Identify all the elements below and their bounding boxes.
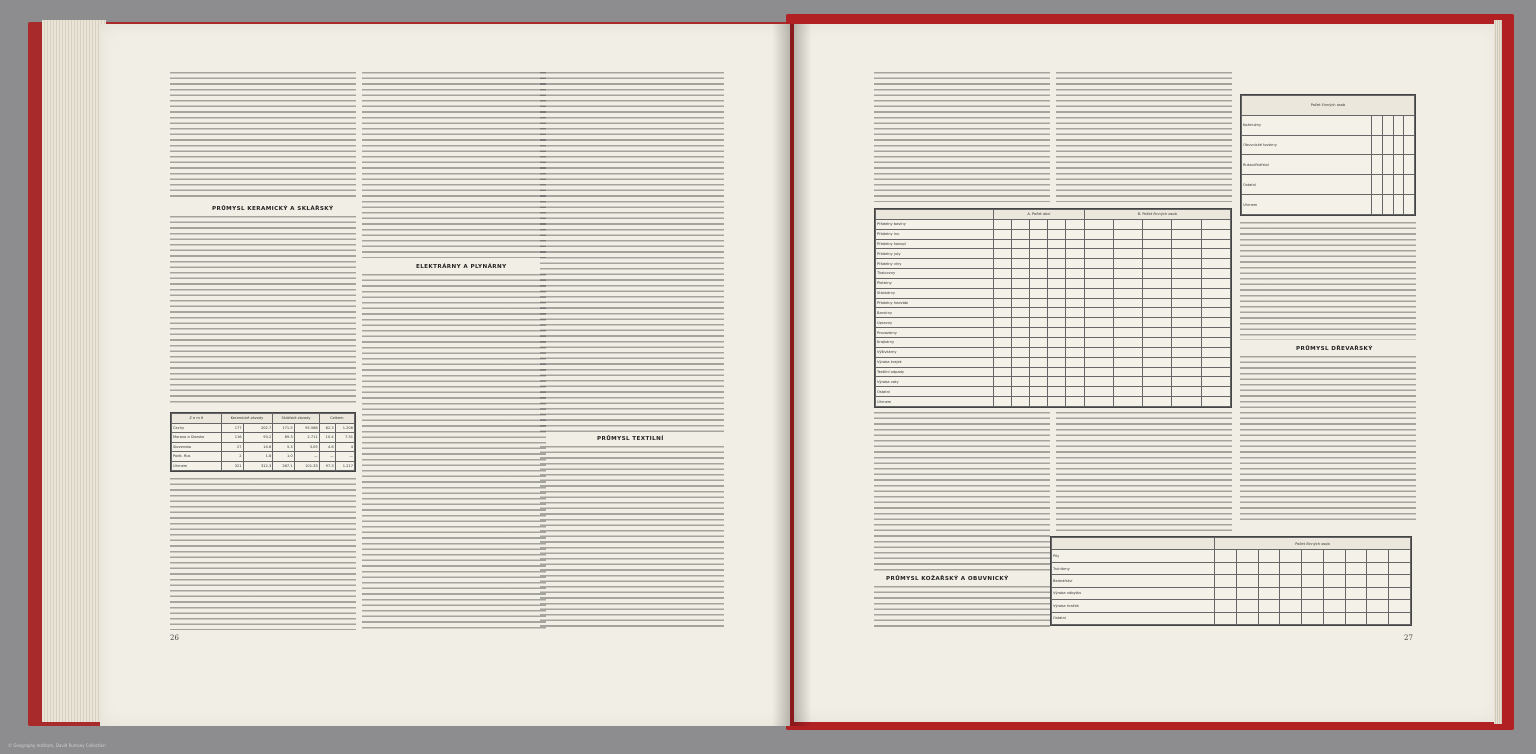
heading-leather: PRŮMYSL KOŽAŘSKÝ A OBUVNICKÝ xyxy=(886,576,1009,582)
text-column-r2b xyxy=(1056,412,1232,532)
table-row: Obuvnické továrny xyxy=(1242,135,1415,155)
table-row: Stávkárny xyxy=(876,288,1231,298)
table-row: Slovensko 27 14.6 5.3 3.05 4.6 4 xyxy=(172,442,355,452)
table-row: Úhrnem xyxy=(1242,195,1415,215)
right-page xyxy=(794,24,1498,722)
table-row: Truhlárny xyxy=(1052,562,1411,574)
table-row: Morava a Slezsko 116 93.2 89.3 2.711 10.4 7.31 xyxy=(172,433,355,443)
page-edges-right xyxy=(1494,20,1502,724)
table-row: Výšivkárny xyxy=(876,347,1231,357)
table-row: Výroba hraček xyxy=(1052,600,1411,612)
table-row: Koželužny xyxy=(1242,115,1415,135)
table-row: Přádelny vlny xyxy=(876,259,1231,269)
page-number-right: 27 xyxy=(1404,634,1413,642)
table-row: Přádelny juty xyxy=(876,249,1231,259)
table-row: Ostatní xyxy=(1052,612,1411,624)
table-row: Přádelny hedvábí xyxy=(876,298,1231,308)
page-number-left: 26 xyxy=(170,634,179,642)
text-column-2a xyxy=(362,72,546,258)
table-col-ceramic: Keramické závody xyxy=(221,414,273,424)
table-row: Ostatní xyxy=(1242,175,1415,195)
text-column-1b xyxy=(170,216,356,406)
table-row: Provazárny xyxy=(876,328,1231,338)
credit-line: © Geography Institute, David Rumsey Collection xyxy=(8,743,106,748)
textile-table-group-b: B. Počet činných osob xyxy=(1084,210,1230,220)
leather-table xyxy=(1240,94,1416,216)
page-edges-left xyxy=(42,20,106,722)
leather-table-title: Počet činných osob xyxy=(1242,96,1415,116)
table-row: Přádelny lnu xyxy=(876,229,1231,239)
text-column-r3a xyxy=(1240,222,1416,340)
text-column-r1c xyxy=(874,586,1050,630)
text-column-r1a xyxy=(874,72,1050,202)
table-row: Tkalcovny xyxy=(876,269,1231,279)
heading-ceramic-glass: PRŮMYSL KERAMICKÝ A SKLÁŘSKÝ xyxy=(212,206,334,212)
table-row: Textilní odpady xyxy=(876,367,1231,377)
table-row: Úhrnem 321 312.3 267.1 101.33 97.3 1.217 xyxy=(172,461,355,471)
table-corner: Z e m ě xyxy=(172,414,222,424)
text-column-r2a xyxy=(1056,72,1232,202)
table-row: Pletárny xyxy=(876,278,1231,288)
table-row: Přádelny konopí xyxy=(876,239,1231,249)
wood-table-title: Počet činných osob xyxy=(1215,538,1411,550)
table-row: Bednářství xyxy=(1052,575,1411,587)
table-row: Úpravny xyxy=(876,318,1231,328)
text-column-3a xyxy=(540,72,724,432)
table-row: Rukavičkářství xyxy=(1242,155,1415,175)
table-row: Přádelny bavlny xyxy=(876,219,1231,229)
text-column-1c xyxy=(170,478,356,630)
text-column-2b xyxy=(362,274,546,630)
table-row: Podk. Rus 2 1.8 1.0 — — — xyxy=(172,452,355,462)
table-row: Výroba nábytku xyxy=(1052,587,1411,599)
table-col-glass: Sklářské závody xyxy=(273,414,319,424)
table-col-total: Celkem xyxy=(319,414,354,424)
text-column-r1b xyxy=(874,412,1050,572)
table-row: Pily xyxy=(1052,550,1411,562)
table-row: Výroba krajek xyxy=(876,357,1231,367)
heading-power-gas: ELEKTRÁRNY A PLYNÁRNY xyxy=(416,264,507,270)
textile-table-group-a: A. Počet obcí xyxy=(994,210,1084,220)
text-column-1a xyxy=(170,72,356,200)
table-row: Úhrnem xyxy=(876,397,1231,407)
text-column-r3b xyxy=(1240,356,1416,524)
table-row: Ostatní xyxy=(876,387,1231,397)
table-row: Barvírny xyxy=(876,308,1231,318)
text-column-3b xyxy=(540,446,724,630)
table-row: Výroba vaty xyxy=(876,377,1231,387)
left-page xyxy=(100,24,790,726)
heading-wood: PRŮMYSL DŘEVAŘSKÝ xyxy=(1296,346,1373,352)
table-row: Krajkárny xyxy=(876,337,1231,347)
table-row: Čechy 177 202.7 171.5 95.568 82.3 1.206 xyxy=(172,423,355,433)
textile-table xyxy=(874,208,1232,408)
wood-table xyxy=(1050,536,1412,626)
ceramic-glass-table xyxy=(170,412,356,472)
heading-textile: PRŮMYSL TEXTILNÍ xyxy=(597,436,664,442)
